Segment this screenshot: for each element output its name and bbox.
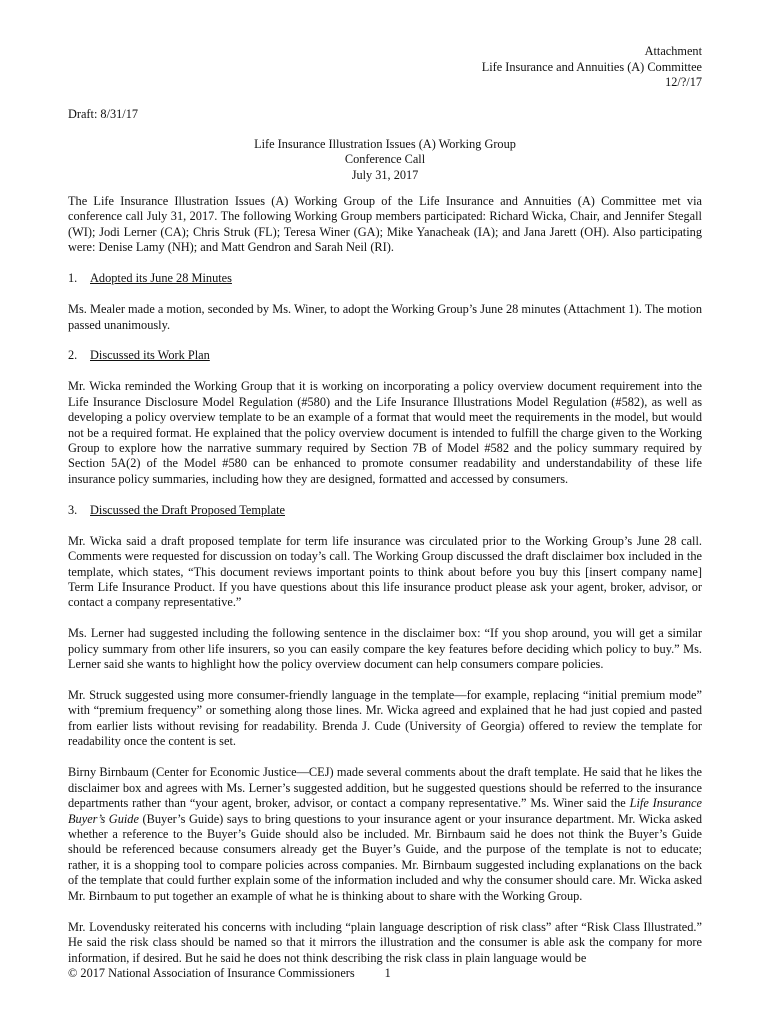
draft-date: Draft: 8/31/17 <box>68 107 139 121</box>
lovendusky-paragraph: Mr. Lovendusky reiterated his concerns with including “plain language description of risk class” after “Risk Class Illustrated.” He said the risk class should be named so that it mirrors the illustration and the consumer is able ask the company for more information, if desired. But he said he does not think describing the risk class in plain language would be <box>68 919 702 965</box>
header-committee: Life Insurance and Annuities (A) Committee <box>481 59 702 74</box>
attachment-header <box>482 44 702 91</box>
intro-paragraph: The Life Insurance Illustration Issues (A) Working Group of the Life Insurance and Annuities (A) Committee met via conference call July 31, 2017. The following Working Group members participated: Richard Wicka, Chair, and Jennifer Stegall (WI); Jodi Lerner (CA); Chris Struk (FL); Teresa Winer (GA); Mike Yanacheak (IA); and Jana Jarett (OH). Also participating were: Denise Lamy (NH); and Matt Gendron and Sarah Neil (RI). <box>68 194 702 255</box>
section-1-paragraph-1: Ms. Mealer made a motion, seconded by Ms. Winer, to adopt the Working Group’s June 28 minutes (Attachment 1). The motion passed unanimously. <box>68 302 702 332</box>
birnbaum-paragraph <box>68 765 702 904</box>
document-title <box>0 137 770 183</box>
header-attachment: Attachment <box>644 44 702 58</box>
section-title: Discussed the Draft Proposed Template <box>90 502 285 517</box>
birnbaum-text-after: (Buyer’s Guide) says to bring questions to your insurance agent or your insurance department. Mr. Wicka asked whether a reference to the Buyer’s Guide should also be included. Mr. Birnbaum said he does not think the Buyer’s Guide should be referenced because consumers already get the Buyer’s Guide, and the purpose of the template is not to educate; rather, it is a shopping tool to compare policies across companies. Mr. Birnbaum suggested including explanations on the back of the template that could further explain some of the information included and why the consumer should care. Mr. Wicka asked Mr. Birnbaum to put together an example of what he is thinking about to share with the Working Group. <box>68 811 702 903</box>
title-meeting-type: Conference Call <box>344 152 426 167</box>
title-meeting-date: July 31, 2017 <box>351 167 419 182</box>
section-number: 3. <box>68 502 78 517</box>
document-body <box>68 194 702 981</box>
section-heading-2 <box>68 348 702 363</box>
title-group-name: Life Insurance Illustration Issues (A) Working Group <box>254 137 516 151</box>
section-3-paragraph-2: Ms. Lerner had suggested including the following sentence in the disclaimer box: “If you shop around, you will get a similar policy summary from other life insurers, so you can easily compare the key features before deciding which policy to buy.” Ms. Lerner said she wants to highlight how the policy overview document can help consumers compare policies. <box>68 626 702 672</box>
header-date: 12/?/17 <box>665 75 702 90</box>
section-title: Discussed its Work Plan <box>90 348 210 363</box>
section-number: 2. <box>68 348 78 363</box>
section-2-paragraph-1: Mr. Wicka reminded the Working Group that it is working on incorporating a policy overview document requirement into the Life Insurance Disclosure Model Regulation (#580) and the Life Insurance Illustrations Model Regulation (#582), as well as developing a policy overview template to be an example of a format that would meet the requirements in the model, but would not be a required format. He explained that the policy overview document is intended to fulfill the charge given to the Working Group to explore how the narrative summary required by Section 7B of Model #582 and the policy summary required by Section 5A(2) of the Model #580 can be enhanced to promote consumer readability and understandability of these life insurance policy summaries, including how they are designed, formatted and accessed by consumers. <box>68 379 702 486</box>
section-number: 1. <box>68 271 78 286</box>
page-footer <box>68 966 391 981</box>
birnbaum-text-before: Birny Birnbaum (Center for Economic Justice—CEJ) made several comments about the draft template. He said that he likes the disclaimer box and agrees with Ms. Lerner’s suggested addition, but he suggested questions should be referred to the insurance departments rather than “your agent, broker, advisor, or contact a company representative.” Ms. Winer said the <box>68 765 702 811</box>
buyers-guide-title: Life Insurance Buyer’s Guide <box>68 796 702 826</box>
section-heading-3 <box>68 503 702 518</box>
page-number: 1 <box>384 966 391 980</box>
section-3-paragraph-1: Mr. Wicka said a draft proposed template for term life insurance was circulated prior to the Working Group’s June 28 call. Comments were requested for discussion on today’s call. The Working Group discussed the draft disclaimer box included in the template, which states, “This document reviews important points to think about before you buy this [insert company name] Term Life Insurance Product. If you have questions about this life insurance product please ask your agent, broker, advisor, or contact a company representative.” <box>68 533 702 610</box>
section-heading-1 <box>68 271 702 286</box>
section-title: Adopted its June 28 Minutes <box>90 271 232 286</box>
copyright-notice: © 2017 National Association of Insurance Commissioners <box>68 966 355 980</box>
section-3-paragraph-3: Mr. Struck suggested using more consumer-friendly language in the template—for example, replacing “initial premium mode” with “premium frequency” or something along those lines. Mr. Wicka agreed and explained that he had just copied and pasted from earlier lists without revising for readability. Brenda J. Cude (University of Georgia) offered to review the template for readability once the content is set. <box>68 688 702 749</box>
